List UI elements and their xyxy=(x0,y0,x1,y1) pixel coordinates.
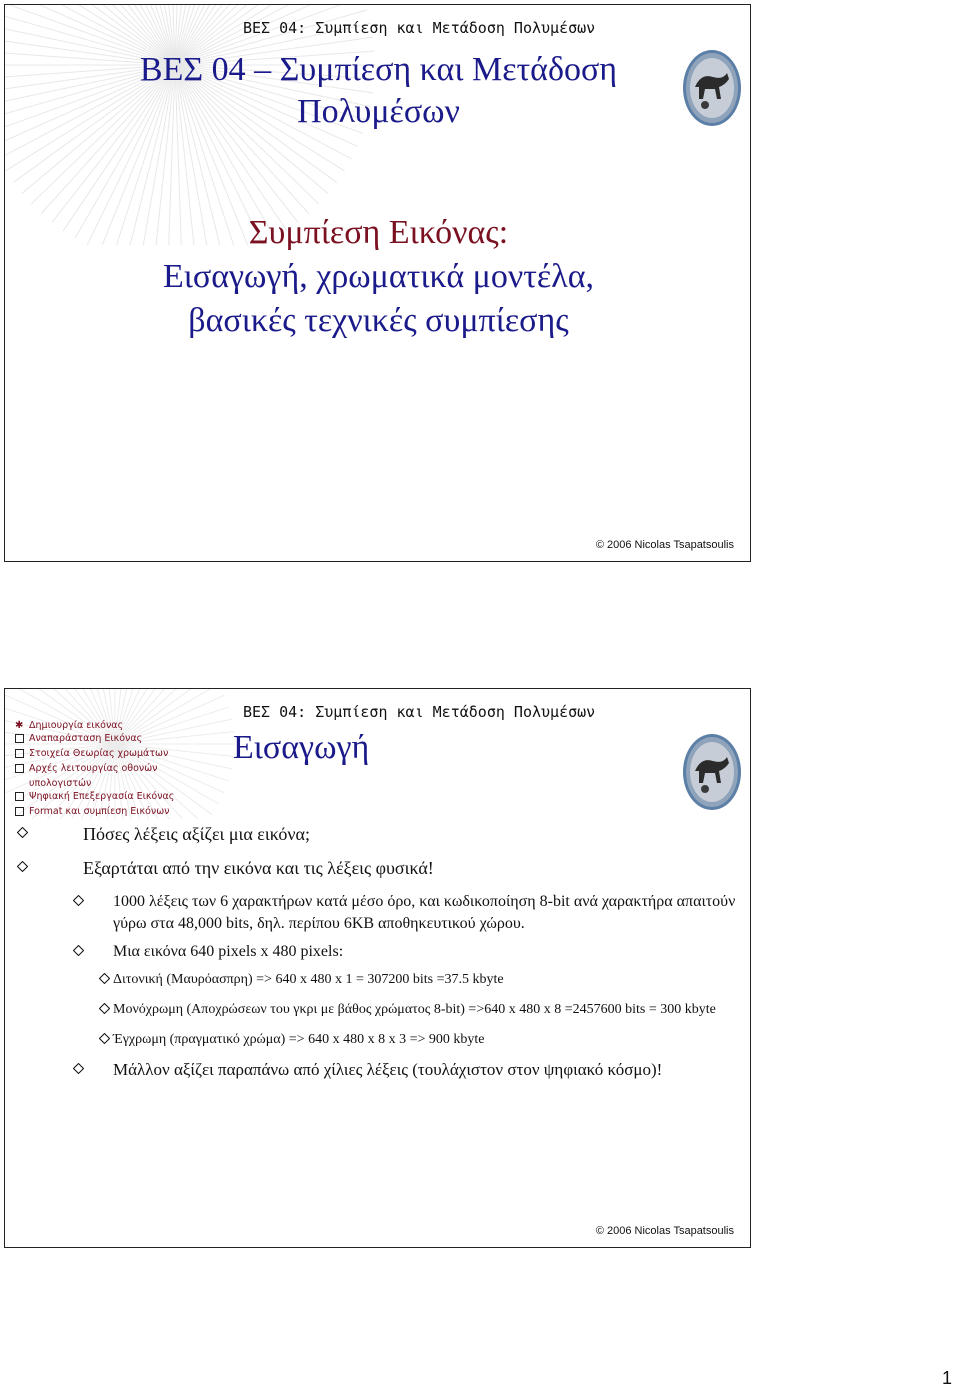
nav-item: Format και συμπίεση Εικόνων xyxy=(15,805,174,820)
diamond-bullet-icon xyxy=(99,1033,110,1044)
checkbox-icon xyxy=(15,749,24,758)
title-line-2: Πολυμέσων xyxy=(297,93,460,130)
slide-2-title: Εισαγωγή xyxy=(233,729,370,766)
page-number: 1 xyxy=(941,1368,952,1388)
coin-logo xyxy=(681,731,743,813)
nav-item: Αρχές λειτουργίας οθονών xyxy=(15,762,174,777)
diamond-bullet-icon xyxy=(73,895,84,906)
slide-1-title xyxy=(5,49,751,133)
slide-1 xyxy=(4,4,751,562)
diamond-bullet-icon xyxy=(99,1003,110,1014)
title-line-1: ΒΕΣ 04 – Συμπίεση και Μετάδοση xyxy=(139,51,618,88)
topic-navigation xyxy=(15,719,174,820)
subtitle-line-2: Εισαγωγή, χρωματικά μοντέλα, xyxy=(162,258,595,295)
bullet-item: Μάλλον αξίζει παραπάνω από χίλιες λέξεις (τουλάχιστον στον ψηφιακό κόσμο)! xyxy=(17,1059,742,1081)
diamond-bullet-icon xyxy=(17,827,28,838)
diamond-bullet-icon xyxy=(73,945,84,956)
subtitle-line-1: Συμπίεση Εικόνας: xyxy=(248,214,509,251)
checkbox-icon xyxy=(15,734,24,743)
bullet-item: Μονόχρωμη (Αποχρώσεων του γκρι με βάθος χρώματος 8-bit) =>640 x 480 x 8 =2457600 bits = 300 kbyte xyxy=(17,999,742,1021)
slide-header: ΒΕΣ 04: Συμπίεση και Μετάδοση Πολυμέσων xyxy=(243,19,596,37)
checkbox-icon xyxy=(15,792,24,801)
nav-item: Στοιχεία Θεωρίας χρωμάτων xyxy=(15,747,174,762)
bullet-item: 1000 λέξεις των 6 χαρακτήρων κατά μέσο όρο, και κωδικοποίηση 8-bit ανά χαρακτήρα απαιτούν γύρω στα 48,000 bits, δηλ. περίπου 6KB αποθηκευτικού χώρου. xyxy=(17,891,742,935)
subtitle-line-3: βασικές τεχνικές συμπίεσης xyxy=(188,302,569,339)
nav-item: ✱ Δημιουργία εικόνας xyxy=(15,720,124,731)
checkbox-icon xyxy=(15,807,24,816)
copyright: © 2006 Nicolas Tsapatsoulis xyxy=(595,539,734,551)
bullet-item: Διτονική (Μαυρόασπρη) => 640 x 480 x 1 = 307200 bits =37.5 kbyte xyxy=(17,969,742,991)
diamond-bullet-icon xyxy=(17,861,28,872)
bullet-item: Εξαρτάται από την εικόνα και τις λέξεις φυσικά! xyxy=(17,857,742,879)
copyright: © 2006 Nicolas Tsapatsoulis xyxy=(595,1225,734,1237)
diamond-bullet-icon xyxy=(73,1063,84,1074)
bullet-item: Μια εικόνα 640 pixels x 480 pixels: xyxy=(17,941,742,963)
slide-header: ΒΕΣ 04: Συμπίεση και Μετάδοση Πολυμέσων xyxy=(243,703,596,721)
nav-item: Αναπαράσταση Εικόνας xyxy=(15,732,174,747)
asterisk-icon: ✱ xyxy=(15,720,24,731)
nav-item: υπολογιστών xyxy=(29,778,92,789)
checkbox-icon xyxy=(15,764,24,773)
slide-1-subtitle xyxy=(5,211,751,343)
bullet-item: Έγχρωμη (πραγματικό χρώμα) => 640 x 480 x 8 x 3 => 900 kbyte xyxy=(17,1029,742,1051)
slide-2 xyxy=(4,688,751,1248)
diamond-bullet-icon xyxy=(99,973,110,984)
bullet-list xyxy=(17,823,742,1081)
bullet-item: Πόσες λέξεις αξίζει μια εικόνα; xyxy=(17,823,742,845)
nav-item: Ψηφιακή Επεξεργασία Εικόνας xyxy=(15,790,174,805)
